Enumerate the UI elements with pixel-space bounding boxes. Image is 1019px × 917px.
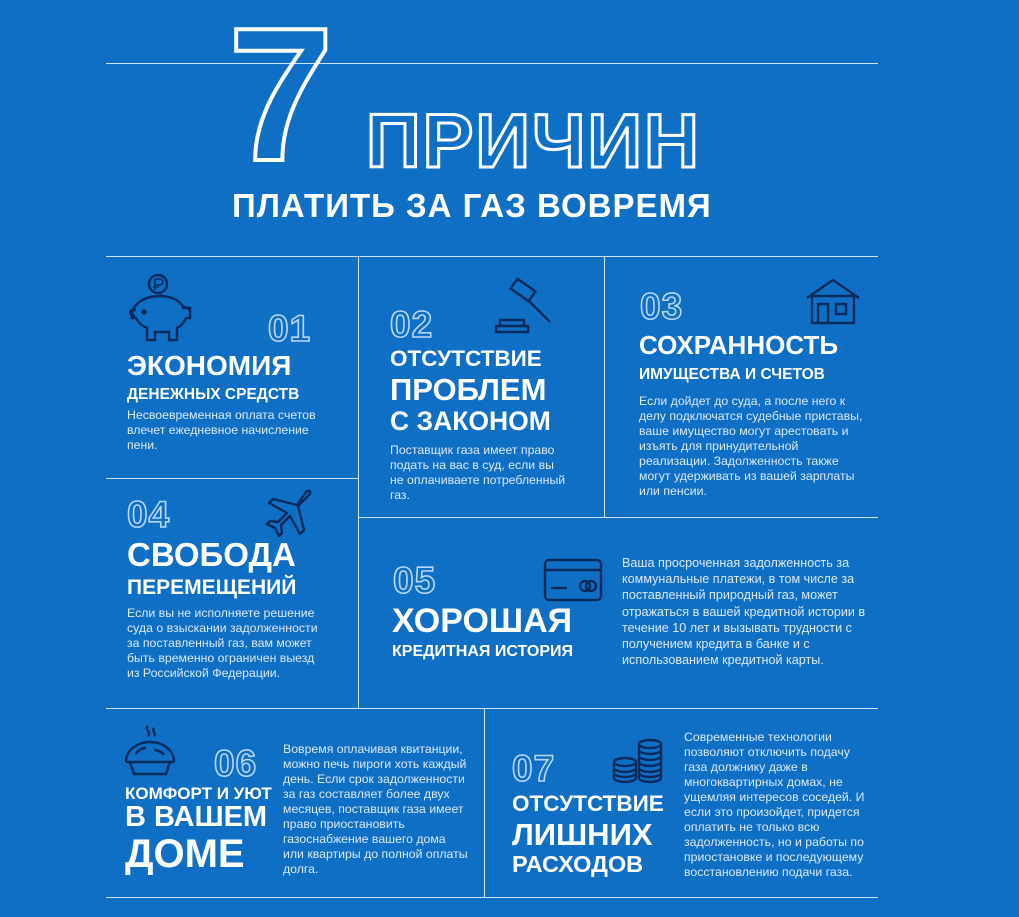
- reason-number: 04: [127, 494, 171, 535]
- reason-number: 01: [268, 308, 312, 349]
- reason-number: 03: [640, 286, 684, 327]
- reason-subtitle: ДЕНЕЖНЫХ СРЕДСТВ: [127, 386, 300, 403]
- grid-divider: [604, 256, 605, 517]
- reason-title-line: КОМФОРТ И УЮТ: [125, 784, 272, 803]
- grid-bottom-line: [106, 897, 878, 898]
- gavel-icon: [492, 276, 556, 336]
- reason-title: ХОРОШАЯ: [392, 602, 573, 640]
- reason-title-line: ПРОБЛЕМ: [390, 372, 547, 407]
- airplane-icon: [262, 486, 314, 538]
- reason-title-line: ЛИШНИХ: [512, 817, 653, 852]
- coins-icon: [610, 736, 670, 786]
- page-title: ПРИЧИН: [366, 99, 701, 184]
- grid-top-line: [106, 256, 878, 257]
- reason-title-line: В ВАШЕМ: [125, 801, 268, 833]
- reason-text: Поставщик газа имеет право подать на вас в суд, если вы не оплачиваете потребленный газ.: [390, 443, 566, 502]
- reason-text: Если дойдет до суда, а после него к делу подключатся судебные приставы, ваше имущество могут арестовать и изъять для принудительной реализации. Задолженность также могут удерживать из вашей зарплаты или пенсии.: [639, 394, 863, 498]
- title-number: 7: [228, 0, 334, 201]
- reason-title-line: ОТСУТСТВИЕ: [390, 346, 542, 371]
- reason-title: СВОБОДА: [127, 536, 296, 573]
- reason-title-line: ОТСУТСТВИЕ: [512, 791, 664, 816]
- reason-text: Вовремя оплачивая квитанции, можно печь пироги хоть каждый день. Если срок задолженности за газ составляет более двух месяцев, поставщик газа имеет право приостановить газоснабжение вашего дома или квартиры до полной оплаты долга.: [283, 742, 468, 876]
- reason-title-line: РАСХОДОВ: [512, 851, 644, 877]
- piggy-bank-icon: [122, 272, 196, 348]
- reason-title: СОХРАННОСТЬ: [639, 330, 839, 360]
- credit-card-icon: [543, 558, 603, 602]
- reason-subtitle: КРЕДИТНАЯ ИСТОРИЯ: [392, 643, 573, 660]
- reason-title-line: ДОМЕ: [125, 832, 245, 876]
- reason-number: 05: [393, 560, 437, 601]
- reason-number: 07: [512, 748, 556, 789]
- reason-text: Современные технологии позволяют отключить подачу газа должнику даже в многоквартирных домах, не ущемляя интересов соседей. И если это произойдет, придется оплатить не только всю задолженность, но и работы по приостановке и последующему восстановлению подачи газа.: [684, 730, 865, 879]
- reason-text: Несвоевременная оплата счетов влечет ежедневное начисление пени.: [127, 408, 316, 452]
- reason-text: Ваша просроченная задолженность за коммунальные платежи, в том числе за поставленный природный газ, может отражаться в вашей кредитной истории в течение 10 лет и вызывать трудности с получением кредита в банке и с использованием кредитной карты.: [622, 556, 866, 668]
- grid-divider: [106, 478, 358, 479]
- house-icon: [804, 276, 862, 326]
- reason-text: Если вы не исполняете решение суда о взыскании задолженности за поставленный газ, вам может быть временно ограничен выезд из Российской Федерации.: [127, 606, 318, 680]
- grid-divider: [358, 256, 359, 708]
- reason-title: ЭКОНОМИЯ: [127, 350, 292, 381]
- pie-icon: [122, 724, 178, 778]
- grid-divider: [358, 517, 878, 518]
- reason-title-line: С ЗАКОНОМ: [390, 406, 551, 436]
- grid-divider: [484, 708, 485, 898]
- reason-subtitle: ПЕРЕМЕЩЕНИЙ: [127, 576, 297, 599]
- reason-number: 02: [390, 304, 434, 345]
- page-subtitle: ПЛАТИТЬ ЗА ГАЗ ВОВРЕМЯ: [232, 187, 712, 224]
- reason-number: 06: [214, 743, 258, 784]
- header-divider: [106, 63, 878, 64]
- reason-subtitle: ИМУЩЕСТВА И СЧЕТОВ: [639, 366, 825, 383]
- grid-divider: [106, 708, 878, 709]
